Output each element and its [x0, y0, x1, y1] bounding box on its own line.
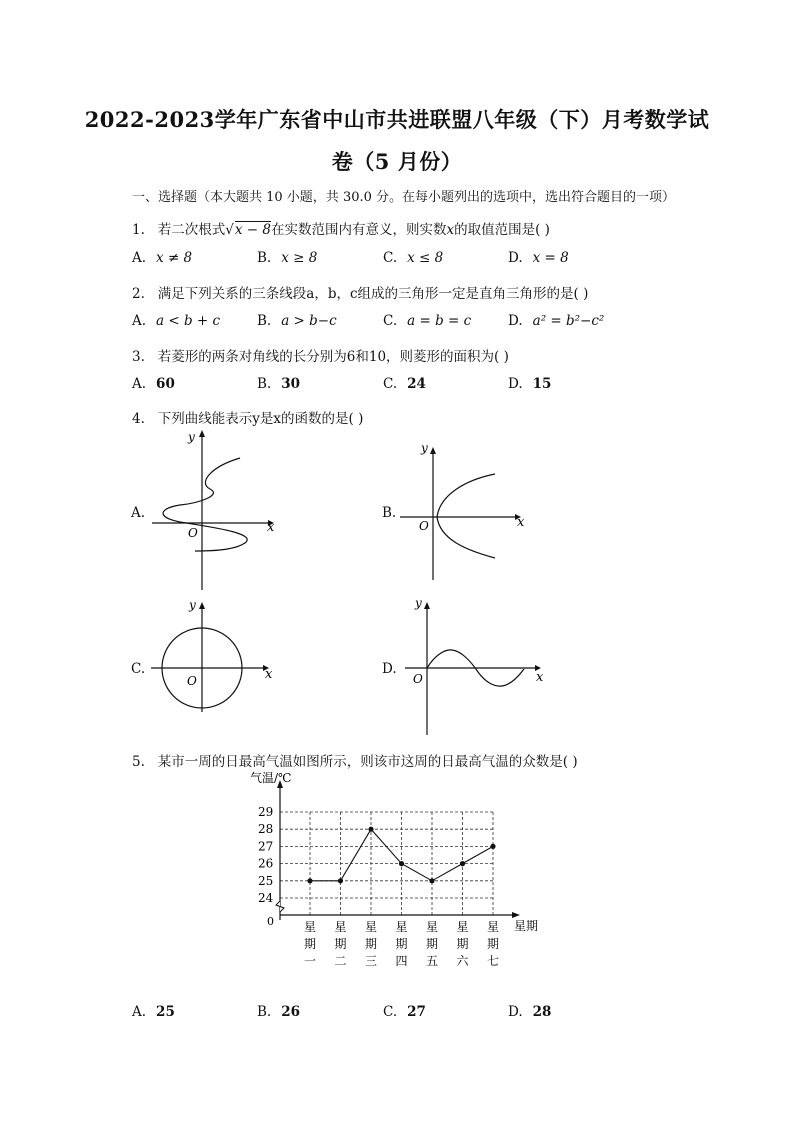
x-tick-label: 期 — [486, 937, 500, 951]
option-text: a > b−c — [281, 313, 337, 329]
question-text: 若二次根式 — [157, 222, 226, 238]
option-text: a < b + c — [156, 313, 221, 329]
option-a — [132, 1004, 175, 1020]
axis-break — [276, 901, 284, 912]
option-a — [132, 250, 192, 266]
x-axis-label: x — [536, 670, 544, 685]
x-tick-label: 五 — [425, 954, 439, 968]
data-point — [460, 861, 465, 866]
y-axis-arrow — [199, 602, 205, 609]
x-tick-label: 星 — [364, 920, 378, 934]
option-label: D. — [508, 313, 523, 329]
option-label: B. — [257, 313, 272, 329]
option-label: B. — [257, 250, 272, 266]
x-axis-label: x — [267, 520, 275, 535]
option-text: 28 — [532, 1004, 552, 1020]
x-tick-label: 一 — [303, 954, 317, 968]
option-label: C. — [383, 313, 398, 329]
data-point — [338, 878, 343, 883]
x-tick-label: 期 — [364, 937, 378, 951]
question-4 — [132, 407, 363, 427]
question-text: 下列曲线能表示y是x的函数的是( ) — [157, 411, 364, 427]
question-number: 4. — [132, 411, 145, 427]
option-c — [383, 250, 443, 266]
figure-d-graph — [400, 595, 555, 740]
option-label: D. — [508, 250, 523, 266]
option-text: 25 — [156, 1004, 175, 1020]
option-c — [383, 313, 471, 329]
y-tick-label: 26 — [258, 856, 274, 871]
option-label: C. — [383, 1004, 398, 1020]
option-text: x ≥ 8 — [281, 250, 318, 266]
origin-label: O — [188, 526, 198, 540]
sqrt-sign: √ — [225, 222, 234, 238]
option-text: 24 — [407, 376, 426, 392]
figure-b-graph — [395, 440, 535, 585]
page-title-line1: 2022-2023学年广东省中山市共进联盟八年级（下）月考数学试 — [84, 107, 710, 132]
figure-c-label: C. — [131, 661, 146, 677]
y-tick-label: 28 — [258, 822, 274, 837]
x-tick-label: 三 — [364, 954, 378, 968]
data-point — [429, 878, 434, 883]
origin-label: O — [413, 672, 423, 686]
option-d — [508, 376, 551, 392]
option-label: A. — [132, 250, 147, 266]
origin-label: O — [419, 519, 429, 533]
option-d — [508, 1004, 551, 1020]
origin-label: O — [187, 674, 197, 688]
y-tick-label: 27 — [258, 839, 274, 854]
option-text: 30 — [281, 376, 301, 392]
question-number: 1. — [132, 222, 145, 238]
y-tick-label: 24 — [258, 891, 274, 905]
question-2 — [132, 282, 588, 302]
y-axis-label: y — [189, 598, 196, 612]
curve — [437, 474, 495, 558]
variable: x — [446, 222, 455, 238]
option-label: D. — [508, 1004, 523, 1020]
x-tick-label: 星 — [486, 920, 500, 934]
x-tick-label: 期 — [395, 937, 408, 951]
question-text: 的取值范围是( ) — [454, 222, 550, 238]
option-text: 27 — [407, 1004, 426, 1020]
option-label: A. — [132, 313, 147, 329]
radicand: x − 8 — [234, 222, 271, 238]
x-axis-title: 星期 — [514, 919, 539, 933]
y-axis-title: 气温/℃ — [250, 771, 292, 785]
option-text: x = 8 — [532, 250, 569, 266]
y-axis-arrow — [199, 430, 205, 437]
x-tick-label: 六 — [456, 954, 469, 968]
question-5 — [132, 750, 578, 770]
x-tick-label: 星 — [456, 920, 469, 934]
y-axis-arrow — [424, 602, 430, 609]
figure-d-label: D. — [382, 661, 397, 677]
figure-a-label: A. — [131, 505, 146, 521]
page-title-line2: 卷（5 月份） — [331, 149, 463, 174]
option-label: A. — [132, 1004, 147, 1020]
origin-label: 0 — [267, 915, 274, 928]
data-point — [399, 861, 404, 866]
figure-b-label: B. — [382, 505, 397, 521]
option-b — [257, 313, 337, 329]
x-axis-label: x — [265, 667, 273, 682]
option-text: 60 — [156, 376, 175, 392]
x-tick-label: 星 — [334, 920, 347, 934]
y-axis-label: y — [421, 441, 428, 455]
figure-a-graph — [140, 425, 290, 595]
x-axis-arrow — [512, 912, 520, 918]
question-text: 某市一周的日最高气温如图所示，则该市这周的日最高气温的众数是( ) — [157, 754, 578, 770]
y-tick-label: 25 — [258, 873, 274, 888]
option-d — [508, 250, 569, 266]
option-c — [383, 376, 426, 392]
option-b — [257, 250, 317, 266]
y-tick-labels — [258, 805, 274, 905]
y-axis-label: y — [415, 596, 422, 610]
x-tick-label: 期 — [303, 937, 317, 951]
option-a — [132, 313, 220, 329]
temperature-line-chart — [240, 770, 560, 970]
x-tick-label: 星 — [303, 920, 317, 934]
option-text: a = b = c — [407, 313, 472, 329]
option-text: a² = b²−c² — [532, 313, 605, 329]
option-b — [257, 376, 300, 392]
data-point — [368, 827, 373, 832]
option-label: C. — [383, 250, 398, 266]
section-heading: 一、选择题（本大题共 10 小题，共 30.0 分。在每小题列出的选项中，选出符合题目的一项） — [132, 190, 676, 205]
option-text: x ≤ 8 — [407, 250, 444, 266]
x-tick-label: 期 — [456, 937, 469, 951]
x-tick-labels — [304, 920, 499, 968]
x-tick-label: 七 — [486, 954, 500, 968]
option-label: C. — [383, 376, 398, 392]
option-text: 26 — [281, 1004, 301, 1020]
option-label: B. — [257, 1004, 272, 1020]
option-b — [257, 1004, 300, 1020]
data-point — [490, 844, 495, 849]
question-1 — [132, 218, 550, 238]
option-a — [132, 376, 175, 392]
figure-c-graph — [145, 595, 285, 715]
y-axis-label: y — [188, 430, 195, 444]
x-tick-label: 二 — [334, 954, 347, 968]
x-tick-label: 四 — [395, 954, 408, 968]
x-tick-label: 期 — [425, 937, 439, 951]
question-text: 在实数范围内有意义，则实数 — [270, 222, 447, 238]
curve — [163, 458, 247, 551]
option-label: A. — [132, 376, 147, 392]
question-3 — [132, 345, 509, 365]
y-axis-arrow — [430, 447, 436, 454]
option-label: D. — [508, 376, 523, 392]
option-text: x ≠ 8 — [156, 250, 193, 266]
option-c — [383, 1004, 426, 1020]
question-number: 2. — [132, 286, 145, 302]
x-axis-label: x — [517, 515, 525, 530]
x-tick-label: 星 — [425, 920, 439, 934]
question-number: 3. — [132, 349, 145, 365]
question-number: 5. — [132, 754, 145, 770]
option-d — [508, 313, 604, 329]
question-text: 若菱形的两条对角线的长分别为6和10，则菱形的面积为( ) — [157, 349, 509, 365]
y-tick-label: 29 — [258, 805, 274, 819]
question-text: 满足下列关系的三条线段a，b，c组成的三角形一定是直角三角形的是( ) — [157, 286, 589, 302]
option-label: B. — [257, 376, 272, 392]
data-point — [307, 878, 312, 883]
option-text: 15 — [532, 376, 552, 392]
x-tick-label: 星 — [395, 920, 408, 934]
x-tick-label: 期 — [334, 937, 347, 951]
